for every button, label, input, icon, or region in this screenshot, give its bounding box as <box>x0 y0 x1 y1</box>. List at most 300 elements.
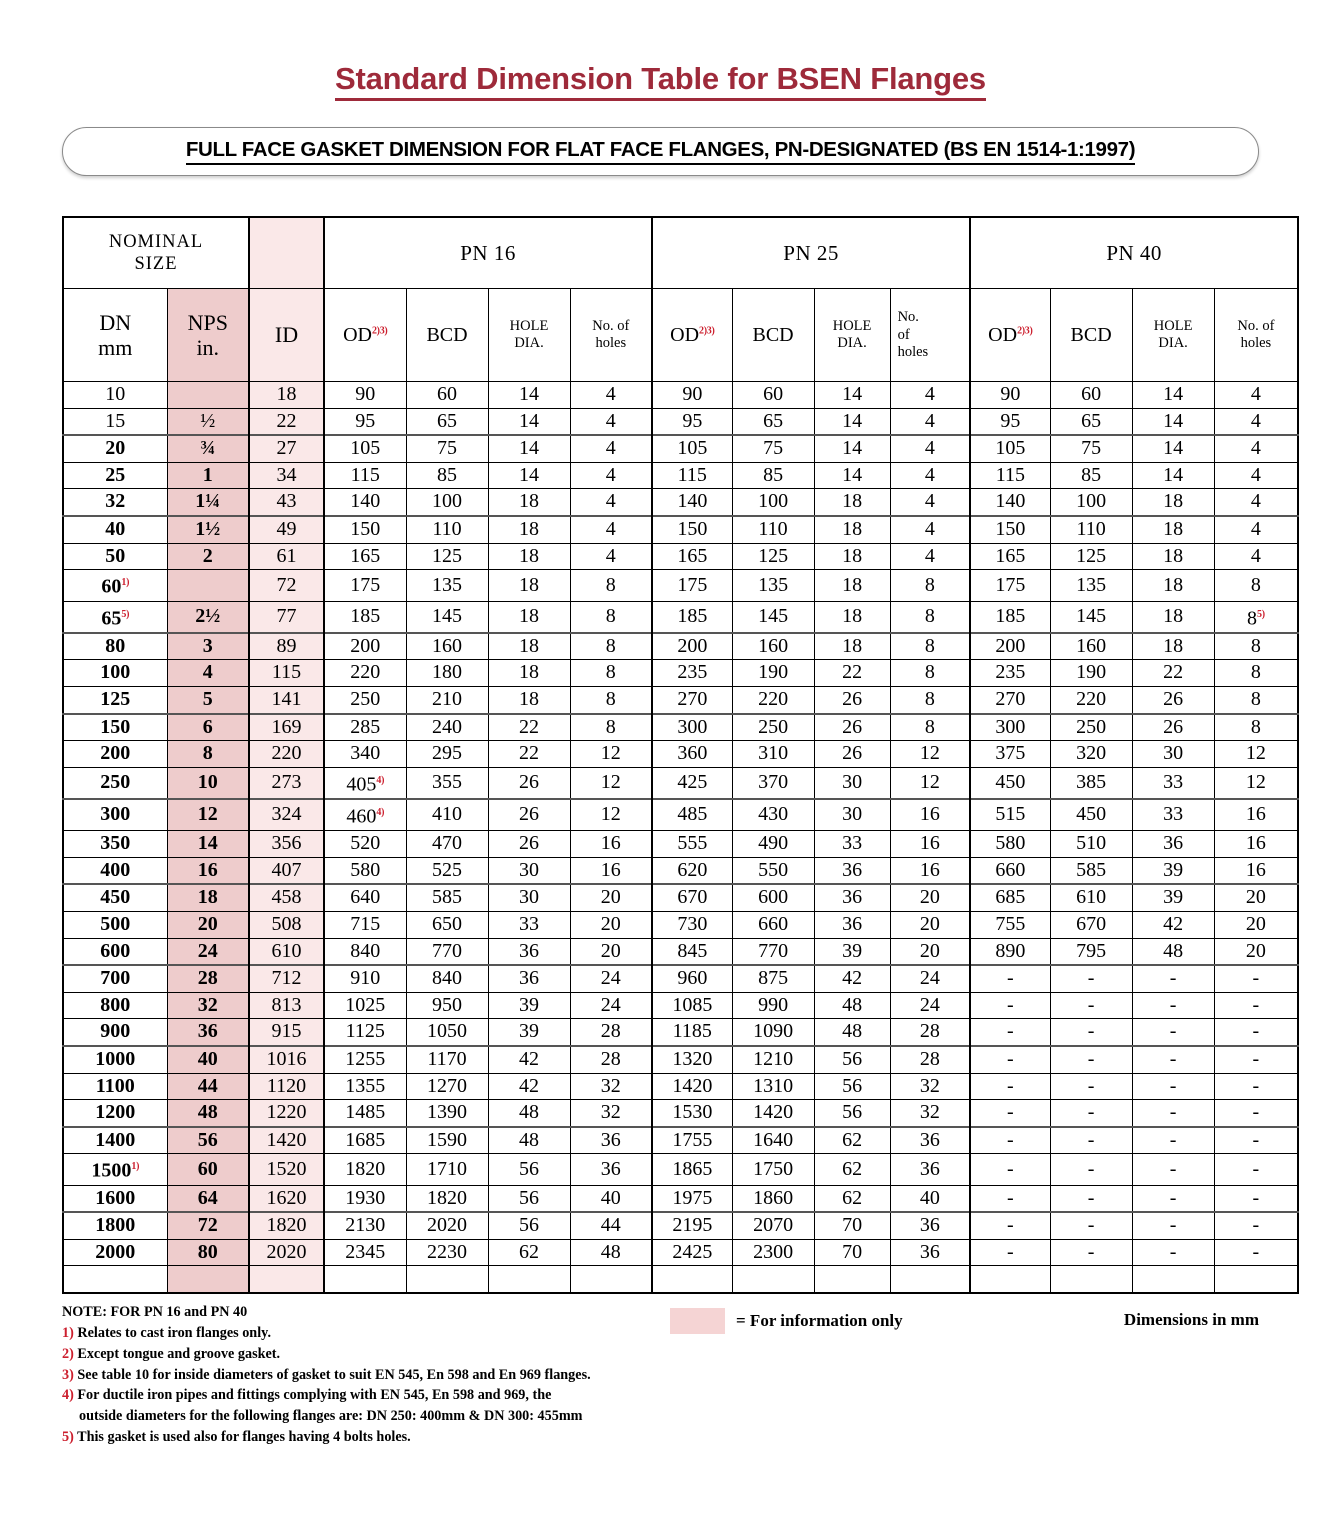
cell-pn25-od: 1755 <box>652 1127 732 1154</box>
cell-pn40-no-of-holes: 20 <box>1214 938 1298 965</box>
od-label: OD <box>670 323 700 346</box>
cell-pn25-hole-dia: 18 <box>814 633 890 660</box>
cell-id: 43 <box>249 489 324 516</box>
cell-pn40-no-of-holes: 12 <box>1214 741 1298 768</box>
cell-pn40-bcd: 160 <box>1050 633 1132 660</box>
cell-nps: 60 <box>167 1154 249 1185</box>
note-text: Relates to cast iron flanges only. <box>77 1324 271 1341</box>
cell-pn16-hole-dia: 18 <box>488 633 570 660</box>
cell-pn16-bcd: 1050 <box>406 1019 488 1046</box>
cell-pn40-no-of-holes: 4 <box>1214 543 1298 570</box>
cell-pn40-od: 95 <box>970 408 1050 435</box>
table-row <box>63 1154 1298 1185</box>
cell-pn40-hole-dia: - <box>1132 1185 1214 1212</box>
cell-pn25-hole-dia: 62 <box>814 1154 890 1185</box>
cell-pn40-bcd: 85 <box>1050 462 1132 489</box>
cell-pn25-od: 165 <box>652 543 732 570</box>
header-pn16: PN 16 <box>324 217 652 289</box>
cell-pn25-od: 1320 <box>652 1046 732 1073</box>
legend-label: = For information only <box>736 1310 903 1330</box>
cell-pn25-hole-dia: 26 <box>814 741 890 768</box>
od-label: OD <box>343 323 372 346</box>
table-row <box>63 408 1298 435</box>
cell-nps: ½ <box>167 408 249 435</box>
dn-line2: mm <box>98 335 133 361</box>
cell-pn40-od: 660 <box>970 857 1050 884</box>
cell-pn40-hole-dia: 18 <box>1132 516 1214 543</box>
cell-pn40-hole-dia: - <box>1132 1100 1214 1127</box>
cell-pn16-bcd: 135 <box>406 570 488 601</box>
cell-pn16-od: 1485 <box>324 1100 406 1127</box>
cell-pn40-no-of-holes: - <box>1214 992 1298 1019</box>
hole-dia-line1: HOLE <box>1153 317 1193 334</box>
cell-pn16-hole-dia: 18 <box>488 601 570 633</box>
cell-id: 356 <box>249 831 324 858</box>
cell-pn16-no-of-holes: 28 <box>570 1019 652 1046</box>
no-of-holes-line2: holes <box>1240 335 1272 352</box>
cell-pn25-od: 185 <box>652 601 732 633</box>
cell-pn40-no-of-holes: - <box>1214 1154 1298 1185</box>
cell-pn16-hole-dia: 14 <box>488 382 570 409</box>
cell-id: 1420 <box>249 1127 324 1154</box>
cell-id: 1620 <box>249 1185 324 1212</box>
cell-pn16-hole-dia: 56 <box>488 1185 570 1212</box>
cell-pn16-no-of-holes: 32 <box>570 1100 652 1127</box>
cell-pn25-hole-dia: 48 <box>814 992 890 1019</box>
cell-pn16-hole-dia: 18 <box>488 543 570 570</box>
cell-pn16-no-of-holes: 12 <box>570 741 652 768</box>
cell-pn40-hole-dia: - <box>1132 992 1214 1019</box>
cell-dn: 60$^{1)}$ <box>63 570 167 601</box>
cell-pn40-no-of-holes: 8 <box>1214 570 1298 601</box>
cell-pn25-hole-dia: 14 <box>814 382 890 409</box>
cell-nps: 2 <box>167 543 249 570</box>
cell-pn40-no-of-holes: 16 <box>1214 831 1298 858</box>
cell-pn40-hole-dia <box>1132 1266 1214 1293</box>
cell-pn16-od: 1355 <box>324 1073 406 1100</box>
cell-dn: 1200 <box>63 1100 167 1127</box>
cell-pn25-no-of-holes <box>890 1266 970 1293</box>
cell-pn40-bcd: 670 <box>1050 912 1132 939</box>
cell-pn25-bcd: 875 <box>732 965 814 992</box>
cell-nps: 64 <box>167 1185 249 1212</box>
cell-pn16-hole-dia: 48 <box>488 1100 570 1127</box>
cell-pn25-no-of-holes: 32 <box>890 1073 970 1100</box>
table-row <box>63 382 1298 409</box>
cell-pn16-od: 405$^{4)}$ <box>324 767 406 799</box>
cell-pn16-bcd: 355 <box>406 767 488 799</box>
cell-dn: 50 <box>63 543 167 570</box>
cell-pn25-no-of-holes: 12 <box>890 767 970 799</box>
cell-dn: 10 <box>63 382 167 409</box>
cell-pn16-od: 115 <box>324 462 406 489</box>
cell-id: 508 <box>249 912 324 939</box>
cell-pn25-no-of-holes: 8 <box>890 601 970 633</box>
cell-pn25-od: 115 <box>652 462 732 489</box>
cell-pn25-hole-dia: 18 <box>814 489 890 516</box>
cell-pn40-bcd: 100 <box>1050 489 1132 516</box>
table-row <box>63 462 1298 489</box>
cell-pn40-bcd: - <box>1050 1127 1132 1154</box>
table-row <box>63 1212 1298 1239</box>
cell-dn: 100 <box>63 660 167 687</box>
cell-pn25-bcd: 100 <box>732 489 814 516</box>
cell-pn40-no-of-holes: 4 <box>1214 462 1298 489</box>
cell-dn: 125 <box>63 686 167 713</box>
cell-nps: 48 <box>167 1100 249 1127</box>
cell-pn16-hole-dia <box>488 1266 570 1293</box>
cell-pn40-no-of-holes: - <box>1214 1046 1298 1073</box>
cell-pn40-hole-dia: 33 <box>1132 767 1214 799</box>
cell-pn16-bcd: 525 <box>406 857 488 884</box>
cell-pn40-bcd <box>1050 1266 1132 1293</box>
cell-pn16-bcd: 410 <box>406 799 488 831</box>
cell-pn16-od: 1025 <box>324 992 406 1019</box>
hole-dia-line2: DIA. <box>514 335 544 352</box>
cell-pn16-no-of-holes: 48 <box>570 1239 652 1266</box>
cell-pn40-od: 165 <box>970 543 1050 570</box>
cell-pn40-od: - <box>970 1019 1050 1046</box>
cell-pn25-bcd: 250 <box>732 714 814 741</box>
cell-pn16-bcd: 125 <box>406 543 488 570</box>
cell-pn25-od: 1420 <box>652 1073 732 1100</box>
cell-pn25-od: 730 <box>652 912 732 939</box>
cell-pn16-hole-dia: 14 <box>488 435 570 462</box>
cell-pn40-no-of-holes: 16 <box>1214 857 1298 884</box>
cell-pn40-hole-dia: - <box>1132 1019 1214 1046</box>
cell-pn40-hole-dia: 26 <box>1132 714 1214 741</box>
table-row <box>63 1127 1298 1154</box>
cell-pn25-no-of-holes: 4 <box>890 408 970 435</box>
cell-pn40-od: 685 <box>970 884 1050 911</box>
cell-nps: 8 <box>167 741 249 768</box>
hole-dia-line2: DIA. <box>1158 335 1188 352</box>
cell-pn40-hole-dia: 48 <box>1132 938 1214 965</box>
cell-pn40-od: - <box>970 992 1050 1019</box>
cell-pn25-bcd: 430 <box>732 799 814 831</box>
header-pn40-no-of-holes <box>1214 289 1298 382</box>
cell-pn40-bcd: 450 <box>1050 799 1132 831</box>
cell-pn16-bcd <box>406 1266 488 1293</box>
cell-pn25-no-of-holes: 32 <box>890 1100 970 1127</box>
cell-pn40-no-of-holes: 4 <box>1214 435 1298 462</box>
table-row <box>63 633 1298 660</box>
cell-pn16-hole-dia: 14 <box>488 462 570 489</box>
cell-id: 115 <box>249 660 324 687</box>
cell-pn16-od: 460$^{4)}$ <box>324 799 406 831</box>
cell-nps: 12 <box>167 799 249 831</box>
cell-pn40-no-of-holes: 4 <box>1214 382 1298 409</box>
cell-pn40-od: 515 <box>970 799 1050 831</box>
cell-pn25-od: 105 <box>652 435 732 462</box>
cell-pn16-od: 1255 <box>324 1046 406 1073</box>
cell-pn40-od: 175 <box>970 570 1050 601</box>
cell-pn25-no-of-holes: 36 <box>890 1212 970 1239</box>
cell-pn25-od: 960 <box>652 965 732 992</box>
cell-pn25-hole-dia: 33 <box>814 831 890 858</box>
cell-pn40-no-of-holes: 16 <box>1214 799 1298 831</box>
cell-pn40-no-of-holes: 20 <box>1214 884 1298 911</box>
cell-pn25-hole-dia: 70 <box>814 1239 890 1266</box>
cell-pn16-od: 340 <box>324 741 406 768</box>
cell-pn40-od: - <box>970 1073 1050 1100</box>
cell-pn25-hole-dia: 22 <box>814 660 890 687</box>
cell-pn40-bcd: 610 <box>1050 884 1132 911</box>
cell-pn25-no-of-holes: 8 <box>890 633 970 660</box>
cell-pn40-od: 185 <box>970 601 1050 633</box>
cell-pn16-od: 285 <box>324 714 406 741</box>
cell-pn16-hole-dia: 48 <box>488 1127 570 1154</box>
cell-pn25-od: 175 <box>652 570 732 601</box>
cell-pn16-bcd: 1170 <box>406 1046 488 1073</box>
cell-pn25-od: 1085 <box>652 992 732 1019</box>
cell-pn16-hole-dia: 22 <box>488 714 570 741</box>
cell-nps: 18 <box>167 884 249 911</box>
cell-dn: 1800 <box>63 1212 167 1239</box>
od-footnote-marker: 2)3) <box>699 324 715 336</box>
cell-pn40-bcd: 125 <box>1050 543 1132 570</box>
cell-pn25-od: 95 <box>652 408 732 435</box>
cell-pn25-bcd: 1750 <box>732 1154 814 1185</box>
cell-pn25-bcd: 990 <box>732 992 814 1019</box>
cell-nps: 1½ <box>167 516 249 543</box>
cell-pn25-od: 555 <box>652 831 732 858</box>
cell-nps: 32 <box>167 992 249 1019</box>
cell-pn16-no-of-holes: 36 <box>570 1154 652 1185</box>
cell-pn25-no-of-holes: 16 <box>890 857 970 884</box>
cell-pn16-od: 250 <box>324 686 406 713</box>
table-row <box>63 1073 1298 1100</box>
cell-pn40-bcd: 585 <box>1050 857 1132 884</box>
cell-nps: 6 <box>167 714 249 741</box>
cell-pn16-bcd: 210 <box>406 686 488 713</box>
cell-pn16-od: 1125 <box>324 1019 406 1046</box>
cell-pn16-od: 185 <box>324 601 406 633</box>
cell-pn25-no-of-holes: 28 <box>890 1019 970 1046</box>
cell-pn25-hole-dia: 42 <box>814 965 890 992</box>
cell-nps: 40 <box>167 1046 249 1073</box>
cell-pn16-no-of-holes <box>570 1266 652 1293</box>
table-row <box>63 965 1298 992</box>
cell-pn16-bcd: 1590 <box>406 1127 488 1154</box>
note-item <box>62 1427 591 1448</box>
cell-pn16-hole-dia: 33 <box>488 912 570 939</box>
cell-pn16-no-of-holes: 16 <box>570 831 652 858</box>
cell-pn40-no-of-holes: - <box>1214 1212 1298 1239</box>
cell-pn16-hole-dia: 42 <box>488 1073 570 1100</box>
subtitle-banner <box>62 127 1259 176</box>
cell-pn16-bcd: 85 <box>406 462 488 489</box>
cell-pn16-bcd: 1710 <box>406 1154 488 1185</box>
cell-pn25-bcd: 160 <box>732 633 814 660</box>
cell-pn40-od: - <box>970 965 1050 992</box>
cell-pn40-hole-dia: 30 <box>1132 741 1214 768</box>
note-text: For ductile iron pipes and fittings complying with EN 545, En 598 and 969, the <box>77 1387 552 1404</box>
cell-pn16-hole-dia: 36 <box>488 965 570 992</box>
cell-pn16-od: 1685 <box>324 1127 406 1154</box>
cell-id: 2020 <box>249 1239 324 1266</box>
page-title-text: Standard Dimension Table for BSEN Flanges <box>335 61 986 101</box>
cell-nps: 1¼ <box>167 489 249 516</box>
cell-id: 22 <box>249 408 324 435</box>
note-text-continued: outside diameters for the following flanges are: DN 250: 400mm & DN 300: 455mm <box>79 1408 583 1425</box>
cell-pn40-hole-dia: - <box>1132 1046 1214 1073</box>
cell-pn40-bcd: - <box>1050 1185 1132 1212</box>
cell-pn16-bcd: 650 <box>406 912 488 939</box>
cell-nps: 36 <box>167 1019 249 1046</box>
table-row <box>63 831 1298 858</box>
cell-pn16-od: 95 <box>324 408 406 435</box>
note-item <box>62 1323 591 1344</box>
cell-pn40-hole-dia: 39 <box>1132 857 1214 884</box>
cell-pn40-hole-dia: - <box>1132 1154 1214 1185</box>
cell-pn25-no-of-holes: 4 <box>890 382 970 409</box>
cell-pn25-hole-dia: 18 <box>814 601 890 633</box>
cell-nps: 3 <box>167 633 249 660</box>
cell-dn: 350 <box>63 831 167 858</box>
table-row <box>63 884 1298 911</box>
cell-pn40-bcd: 220 <box>1050 686 1132 713</box>
cell-pn40-od: 90 <box>970 382 1050 409</box>
cell-pn16-hole-dia: 56 <box>488 1154 570 1185</box>
cell-pn16-hole-dia: 18 <box>488 570 570 601</box>
cell-pn40-hole-dia: 18 <box>1132 633 1214 660</box>
table-header <box>63 217 1298 382</box>
cell-pn25-bcd: 60 <box>732 382 814 409</box>
cell-nps: 44 <box>167 1073 249 1100</box>
cell-dn: 80 <box>63 633 167 660</box>
cell-pn16-no-of-holes: 4 <box>570 382 652 409</box>
cell-pn40-od: - <box>970 1046 1050 1073</box>
cell-pn25-hole-dia: 18 <box>814 543 890 570</box>
cell-pn16-no-of-holes: 24 <box>570 992 652 1019</box>
cell-pn16-od: 715 <box>324 912 406 939</box>
cell-pn25-no-of-holes: 36 <box>890 1154 970 1185</box>
cell-nps: 20 <box>167 912 249 939</box>
cell-id: 89 <box>249 633 324 660</box>
cell-id: 18 <box>249 382 324 409</box>
cell-pn40-bcd: - <box>1050 1239 1132 1266</box>
header-pn16-hole-dia <box>488 289 570 382</box>
cell-pn25-no-of-holes: 8 <box>890 570 970 601</box>
cell-pn25-od: 485 <box>652 799 732 831</box>
cell-pn25-od: 620 <box>652 857 732 884</box>
cell-pn25-od: 1975 <box>652 1185 732 1212</box>
cell-dn: 65$^{5)}$ <box>63 601 167 633</box>
cell-pn25-hole-dia: 48 <box>814 1019 890 1046</box>
cell-pn16-no-of-holes: 8 <box>570 633 652 660</box>
cell-id: 27 <box>249 435 324 462</box>
cell-dn: 800 <box>63 992 167 1019</box>
notes-block <box>62 1302 591 1448</box>
cell-pn40-od: 450 <box>970 767 1050 799</box>
cell-pn25-hole-dia: 18 <box>814 516 890 543</box>
cell-dn: 1600 <box>63 1185 167 1212</box>
cell-pn40-no-of-holes: - <box>1214 1073 1298 1100</box>
header-nps <box>167 289 249 382</box>
cell-pn16-bcd: 100 <box>406 489 488 516</box>
table-row <box>63 767 1298 799</box>
cell-pn25-no-of-holes: 12 <box>890 741 970 768</box>
cell-id: 77 <box>249 601 324 633</box>
table-row <box>63 516 1298 543</box>
cell-pn40-bcd: - <box>1050 1100 1132 1127</box>
hole-dia-line2: DIA. <box>837 335 867 352</box>
cell-nps: 2½ <box>167 601 249 633</box>
cell-pn16-od: 200 <box>324 633 406 660</box>
hole-dia-line1: HOLE <box>832 317 872 334</box>
cell-pn25-bcd: 145 <box>732 601 814 633</box>
table-row <box>63 1185 1298 1212</box>
cell-pn40-no-of-holes: 12 <box>1214 767 1298 799</box>
cell-pn40-bcd: 60 <box>1050 382 1132 409</box>
cell-pn40-bcd: 65 <box>1050 408 1132 435</box>
cell-pn25-bcd <box>732 1266 814 1293</box>
cell-pn25-no-of-holes: 24 <box>890 992 970 1019</box>
note-item <box>62 1344 591 1365</box>
cell-pn25-hole-dia: 70 <box>814 1212 890 1239</box>
cell-pn40-od: 375 <box>970 741 1050 768</box>
table-row <box>63 686 1298 713</box>
cell-pn25-no-of-holes: 4 <box>890 462 970 489</box>
cell-pn25-no-of-holes: 36 <box>890 1239 970 1266</box>
cell-pn16-no-of-holes: 16 <box>570 857 652 884</box>
cell-pn16-no-of-holes: 4 <box>570 462 652 489</box>
cell-pn16-bcd: 160 <box>406 633 488 660</box>
cell-pn40-bcd: 795 <box>1050 938 1132 965</box>
cell-pn40-bcd: 385 <box>1050 767 1132 799</box>
cell-nps: 28 <box>167 965 249 992</box>
cell-nps: 14 <box>167 831 249 858</box>
table-row <box>63 741 1298 768</box>
cell-pn16-od: 165 <box>324 543 406 570</box>
note-number: 4) <box>62 1387 74 1404</box>
cell-pn16-hole-dia: 30 <box>488 857 570 884</box>
cell-pn40-no-of-holes: - <box>1214 1100 1298 1127</box>
cell-pn16-bcd: 240 <box>406 714 488 741</box>
dimensions-note: Dimensions in mm <box>1123 1309 1259 1329</box>
cell-pn40-od: - <box>970 1154 1050 1185</box>
note-text: This gasket is used also for flanges having 4 bolts holes. <box>77 1429 411 1446</box>
cell-pn40-hole-dia: 14 <box>1132 435 1214 462</box>
cell-pn16-od: 640 <box>324 884 406 911</box>
cell-pn40-od: 755 <box>970 912 1050 939</box>
cell-pn40-bcd: - <box>1050 1019 1132 1046</box>
cell-nps: 24 <box>167 938 249 965</box>
table-row <box>63 435 1298 462</box>
notes-heading: NOTE: FOR PN 16 and PN 40 <box>62 1303 248 1320</box>
cell-pn16-od: 2130 <box>324 1212 406 1239</box>
cell-pn16-bcd: 295 <box>406 741 488 768</box>
cell-pn40-od: 300 <box>970 714 1050 741</box>
cell-pn40-no-of-holes <box>1214 1266 1298 1293</box>
cell-pn16-od: 910 <box>324 965 406 992</box>
cell-pn16-no-of-holes: 20 <box>570 884 652 911</box>
cell-pn40-no-of-holes: 8$^{5)}$ <box>1214 601 1298 633</box>
cell-pn16-od: 90 <box>324 382 406 409</box>
cell-pn16-no-of-holes: 32 <box>570 1073 652 1100</box>
cell-pn40-bcd: 190 <box>1050 660 1132 687</box>
cell-pn25-bcd: 85 <box>732 462 814 489</box>
cell-nps <box>167 1266 249 1293</box>
cell-pn16-hole-dia: 39 <box>488 1019 570 1046</box>
cell-pn25-od: 140 <box>652 489 732 516</box>
table-row <box>63 912 1298 939</box>
cell-pn40-bcd: 145 <box>1050 601 1132 633</box>
cell-pn25-bcd: 65 <box>732 408 814 435</box>
cell-pn16-bcd: 180 <box>406 660 488 687</box>
cell-id <box>249 1266 324 1293</box>
